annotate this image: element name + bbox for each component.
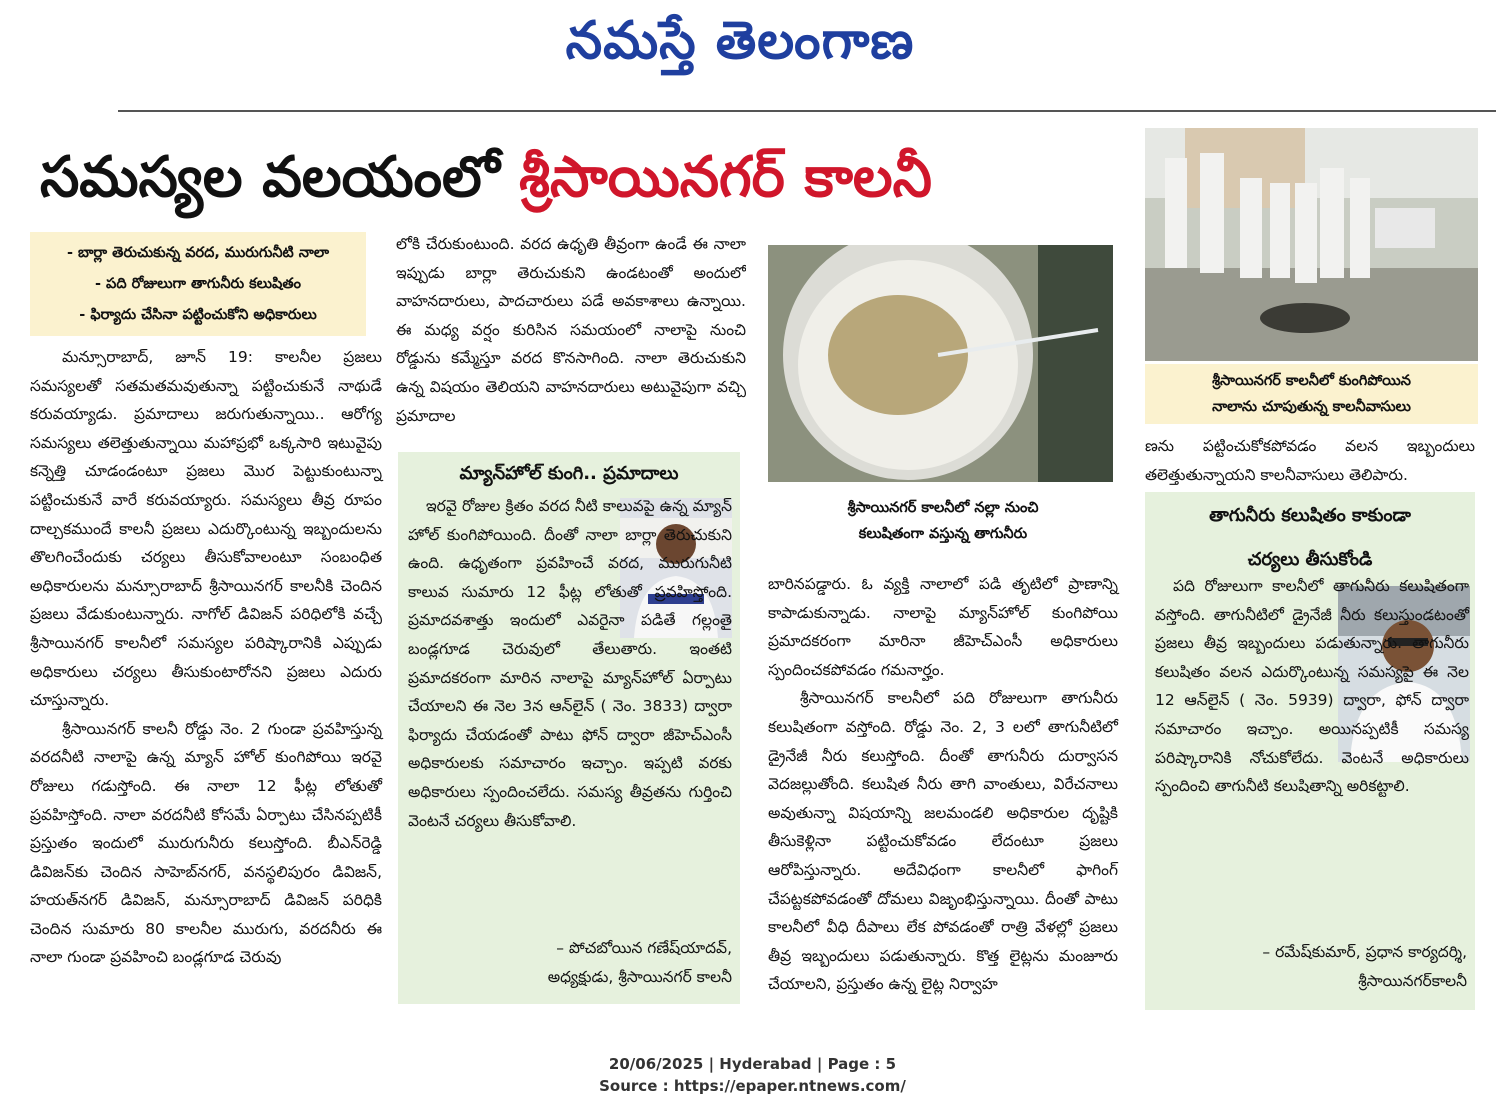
headline-part1: సమస్యల వలయంలో <box>40 145 520 210</box>
col1-paragraph-1: మన్సూరాబాద్‌, జూన్‌ 19: కాలనీల ప్రజలు సమస్యలతో సతమతమవుతున్నా పట్టించుకునే నాథుడే కరువయ్యాడు. ప్రమాదాలు జరుగుతున్నాయి.. ఆరోగ్య సమస్యలు తలెత్తుతున్నాయి మహాప్రభో ఒక్కసారి ఇటువైపు కన్నెత్తి చూడండంటూ ప్రజలు మొర పెట్టుకుంటున్నా పట్టించుకునే వారే కరువయ్యారు. సమస్యలు తీవ్ర రూపం దాల్చకముందే కాలనీ ప్రజలు ఎదుర్కొంటున్న ఇబ్బందులను తొలగించేందుకు చర్యలు తీసుకోవాలంటూ సంబంధిత అధికారులను మన్సూరాబాద్‌ శ్రీసాయినగర్‌ కాలనీకి చెందిన ప్రజలు వేడుకుంటున్నారు. నాగోల్‌ డివిజన్‌ పరిధిలోకి వచ్చే శ్రీసాయినగర్‌ కాలనీలో సమస్యల పరిష్కారానికి ఎప్పుడు అధికారులు చర్యలు తీసుకుంటారోనని ప్రజలు ఎదురు చూస్తున్నారు. <box>30 348 382 710</box>
quote-box-heading: మ్యాన్‌హోల్‌ కుంగి.. ప్రమాదాలు <box>459 463 679 484</box>
bullet-item: - బార్లా తెరుచుకున్న వరద, మురుగునీటి నాలా <box>66 245 330 261</box>
col3-paragraph-2: శ్రీసాయినగర్‌ కాలనీలో పది రోజులుగా తాగునీరు కలుషితంగా వస్తోంది. రోడ్డు నెం. 2, 3 లలో తాగునీటిలో డ్రైనేజీ నీరు కలుస్తోంది. దీంతో తాగునీరు దుర్వాసన వెదజల్లుతోంది. కలుషిత నీరు తాగి వాంతులు, విరేచనాలు అవుతున్నా విషయాన్ని జలమండలి అధికారుల దృష్టికి తీసుకెళ్లినా పట్టించుకోవడం లేదంటూ ప్రజలు ఆరోపిస్తున్నారు. అదేవిధంగా కాలనీలో ఫాగింగ్‌ చేపట్టకపోవడంతో దోమలు విజృంభిస్తున్నాయి. దీంతో పాటు కాలనీలో వీధి దీపాలు లేక పోవడంతో రాత్రి వేళల్లో ప్రజలు తీవ్ర ఇబ్బందులు పడుతున్నారు. కొత్త లైట్లను మంజూరు చేయాలని, ప్రస్తుతం ఉన్న లైట్ల నిర్వాహ <box>768 689 1118 994</box>
quote-box-paragraph: పది రోజులుగా కాలనీలో తాగునీరు కలుషితంగా వస్తోంది. తాగునీటిలో డ్రైనేజీ నీరు కలుస్తుండటంతో ప్రజలు తీవ్ర ఇబ్బందులు పడుతున్నారు. తాగునీరు కలుషితం వలన ఎదుర్కొంటున్న సమస్యపై ఈ నెల 12 ఆన్‌లైన్‌ ( నెం. 5939) ద్వారా, ఫోన్‌ ద్వారా సమాచారం ఇచ్చాం. అయినప్పటికీ సమస్య పరిష్కారానికి నోచుకోలేదు. వెంటనే అధికారులు స్పందించి తాగునీటి కలుషితాన్ని అరికట్టాలి. <box>1155 577 1469 796</box>
quote-box-ganesh <box>398 452 740 1004</box>
quote-box-heading-2: చర్యలు తీసుకోండి <box>1247 549 1373 570</box>
column-4 <box>1145 432 1475 489</box>
photo1-caption <box>768 495 1118 547</box>
col2-paragraph-1: లోకి చేరుకుంటుంది. వరద ఉధృతి తీవ్రంగా ఉండే ఈ నాలా ఇప్పుడు బార్లా తెరుచుకుని ఉండటంతో అందులో వాహనదారులు, పాదచారులు పడే అవకాశాలు ఉన్నాయి. ఈ మధ్య వర్షం కురిసిన సమయంలో నాలాపై నుంచి రోడ్డును కమ్మేస్తూ వరద కొనసాగింది. నాలా తెరుచుకుని ఉన్న విషయం తెలియని వాహనదారులు అటువైపుగా వచ్చి ప్రమాదాల <box>396 235 746 425</box>
quote-box-heading-1: తాగునీరు కలుషితం కాకుండా <box>1209 505 1411 526</box>
water-bowl-photo-icon <box>768 245 1113 482</box>
signature-name: – రమేష్‌కుమార్‌, ప్రధాన కార్యదర్శి, <box>1262 943 1467 961</box>
signature-title: అధ్యక్షుడు, శ్రీసాయినగర్‌ కాలనీ <box>547 967 732 986</box>
bullet-item: - పది రోజులుగా తాగునీరు కలుషితం <box>94 276 302 292</box>
caption-line: నాలాను చూపుతున్న కాలనీవాసులు <box>1212 399 1411 415</box>
quote-box-signature <box>548 934 732 991</box>
column-1 <box>30 343 382 972</box>
masthead-title: నమస్తే తెలంగాణ <box>565 11 915 71</box>
bullet-item: - ఫిర్యాదు చేసినా పట్టించుకోని అధికారులు <box>79 307 317 323</box>
footer <box>0 1053 1505 1097</box>
headline-part2: శ్రీసాయినగర్ కాలనీ <box>519 145 932 210</box>
photo2-caption <box>1145 364 1478 424</box>
quote-box-text <box>1155 572 1469 801</box>
col4-paragraph-1: ణను పట్టించుకోకపోవడం వలన ఇబ్బందులు తలెత్తుతున్నాయని కాలనీవాసులు తెలిపారు. <box>1145 437 1475 484</box>
signature-name: – పోచబోయిన గణేష్‌యాదవ్‌, <box>556 939 732 957</box>
column-3 <box>768 570 1118 999</box>
footer-date-line: 20/06/2025 | Hyderabad | Page : 5 <box>608 1055 897 1073</box>
photo-residents-manhole <box>1145 128 1478 361</box>
headline <box>40 138 1130 218</box>
column-2 <box>396 230 746 430</box>
col3-paragraph-1: బారినపడ్డారు. ఓ వ్యక్తి నాలాలో పడి తృటిలో ప్రాణాన్ని కాపాడుకున్నాడు. నాలాపై మ్యాన్‌హోల్‌ కుంగిపోయి ప్రమాదకరంగా మారినా జీహెచ్‌ఎంసీ అధికారులు స్పందించకపోవడం గమనార్హం. <box>768 575 1118 679</box>
caption-line: శ్రీసాయినగర్‌ కాలనీలో కుంగిపోయిన <box>1212 373 1411 389</box>
signature-title: శ్రీసాయినగర్‌కాలనీ <box>1358 971 1467 990</box>
col1-paragraph-2: శ్రీసాయినగర్‌ కాలనీ రోడ్డు నెం. 2 గుండా ప్రవహిస్తున్న వరదనీటి నాలాపై ఉన్న మ్యాన్‌ హోల్‌ కుంగిపోయి ఇరవై రోజులు గడుస్తోంది. ఈ నాలా 12 ఫీట్ల లోతుతో ప్రవహిస్తోంది. నాలా వరదనీటి కోసమే ఏర్పాటు చేసినప్పటికీ ప్రస్తుతం ఇందులో మురుగునీరు కలుస్తోంది. బీఎన్‌రెడ్డి డివిజన్‌కు చెందిన సాహెబ్‌నగర్‌, వనస్థలిపురం డివిజన్‌, హయత్‌నగర్‌ డివిజన్‌, మన్సూరాబాద్‌ డివిజన్‌ పరిధికి చెందిన సుమారు 80 కాలనీల మురుగు, వరదనీరు ఈ నాలా గుండా ప్రవహించి బండ్లగూడ చెరువు <box>30 719 382 967</box>
residents-photo-icon <box>1145 128 1478 361</box>
caption-line: శ్రీసాయినగర్‌ కాలనీలో నల్లా నుంచి <box>847 500 1039 516</box>
masthead-rule <box>118 110 1496 112</box>
footer-source-line: Source : https://epaper.ntnews.com/ <box>599 1077 906 1095</box>
caption-line: కలుషితంగా వస్తున్న తాగునీరు <box>858 526 1028 542</box>
quote-box-signature <box>1262 938 1467 995</box>
photo-contaminated-water <box>768 245 1113 482</box>
bullet-box <box>30 232 366 336</box>
quote-box-text <box>408 492 732 835</box>
quote-box-paragraph: ఇరవై రోజుల క్రితం వరద నీటి కాలువపై ఉన్న మ్యాన్‌ హోల్‌ కుంగిపోయింది. దీంతో నాలా బార్లా తెరుచుకుని ఉంది. ఉధృతంగా ప్రవహించే వరద, మురుగునీటి కాలువ సుమారు 12 ఫీట్ల లోతుతో ప్రవహిస్తోంది. ప్రమాదవశాత్తు ఇందులో ఎవరైనా పడితే గల్లంతై బండ్లగూడ చెరువులో తేలుతారు. ఇంతటి ప్రమాదకరంగా మారిన నాలాపై మ్యాన్‌హోల్‌ ఏర్పాటు చేయాలని ఈ నెల 3న ఆన్‌లైన్‌ ( నెం. 3833) ద్వారా ఫిర్యాదు చేయడంతో పాటు ఫోన్‌ ద్వారా జీహెచ్‌ఎంసీ అధికారులకు సమాచారం ఇచ్చాం. ఇప్పటి వరకు అధికారులు స్పందించలేదు. సమస్య తీవ్రతను గుర్తించి వెంటనే చర్యలు తీసుకోవాలి. <box>408 497 732 830</box>
quote-box-ramesh <box>1145 492 1475 1010</box>
